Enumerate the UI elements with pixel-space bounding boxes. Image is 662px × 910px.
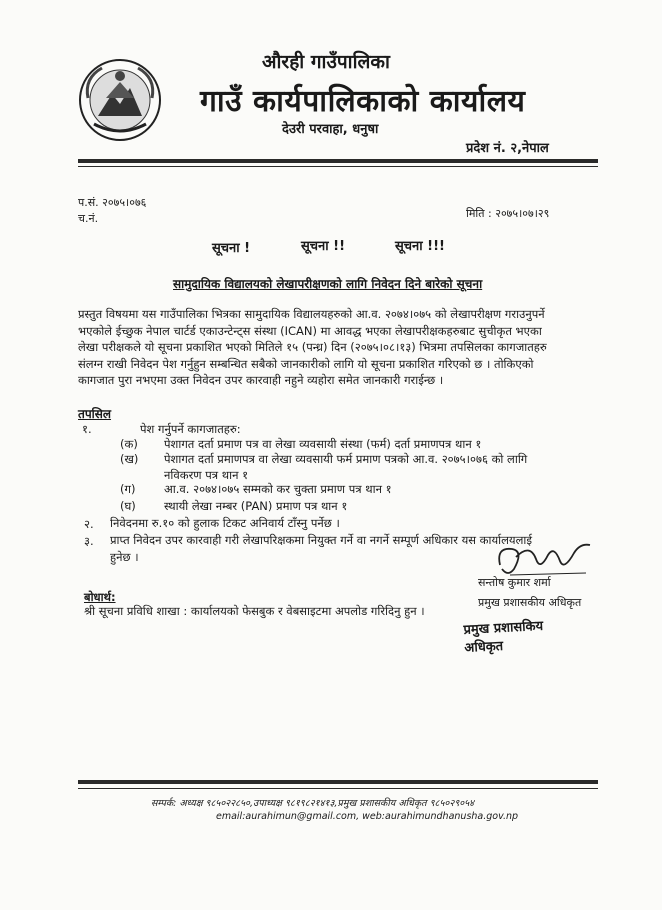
body-line: कागजात पुरा नभएमा उक्त निवेदन उपर कारवाही नहुने व्यहोरा समेत जानकारी गराईन्छ । <box>78 373 444 387</box>
item-text: पेश गर्नुपर्ने कागजातहरु: <box>140 422 241 436</box>
subitem-label: (क) <box>120 437 138 451</box>
item-number: ३. <box>84 534 94 548</box>
reference-number: प.सं. २०७५।०७६ <box>78 196 147 209</box>
subitem-text-continued: नविकरण पत्र थान १ <box>164 468 249 482</box>
footer-rule-thin <box>78 788 598 789</box>
item-text: प्राप्त निवेदन उपर कारवाही गरी लेखापरिक्षकमा नियुक्त गर्ने वा नगर्ने सम्पूर्ण अधिकार यस कार्यालयलाई <box>110 533 533 547</box>
item-number: १. <box>82 422 92 436</box>
subitem-text: स्थायी लेखा नम्बर (PAN) प्रमाण पत्र थान १ <box>164 499 348 513</box>
header-rule-thick <box>78 159 598 163</box>
signatory-name: सन्तोष कुमार शर्मा <box>478 576 551 589</box>
subitem-label: (ग) <box>120 482 136 496</box>
subitem-text: पेशागत दर्ता प्रमाण पत्र वा लेखा व्यवसायी संस्था (फर्म) दर्ता प्रमाणपत्र थान १ <box>164 437 482 451</box>
notice-heading-2: सूचना !! <box>301 239 346 254</box>
dispatch-number: च.नं. <box>78 212 99 225</box>
body-line: प्रस्तुत विषयमा यस गाउँपालिका भित्रका सामुदायिक विद्यालयहरुको आ.व. २०७४।०७५ को लेखापरीक्षण गराउनुपर्ने <box>78 307 545 321</box>
signatory-title: प्रमुख प्रशासकीय अधिकृत <box>478 596 582 609</box>
item-text: निवेदनमा रु.१० को हुलाक टिकट अनिवार्य टाँस्नु पर्नेछ । <box>110 516 340 530</box>
stamp-text: प्रमुख प्रशासकिय अधिकृत <box>463 618 544 656</box>
item-number: २. <box>84 517 94 531</box>
notice-subject: सामुदायिक विद्यालयको लेखापरीक्षणको लागि निवेदन दिने बारेको सूचना <box>173 277 483 291</box>
tapasil-heading: तपसिल <box>78 407 112 421</box>
footer-contact: सम्पर्क: अध्यक्ष ९८५०२२८५०,उपाध्यक्ष ९८१९८२१४१३,प्रमुख प्रशासकीय अधिकृत ९८५०२९०५४ <box>151 798 475 809</box>
municipality-name: औरही गाउँपालिका <box>262 51 390 73</box>
notice-heading-1: सूचना ! <box>212 241 251 256</box>
subitem-label: (ख) <box>120 452 139 466</box>
subitem-label: (घ) <box>120 499 136 513</box>
item-text-continued: हुनेछ । <box>110 550 139 564</box>
government-emblem-icon <box>78 58 162 142</box>
body-line: संलग्न राखी निवेदन पेश गर्नुहुन सम्बन्धित सबैको जानकारीको लागि यो सूचना प्रकाशित गरिएको छ । तोकिएको <box>78 356 534 371</box>
office-title: गाउँ कार्यपालिकाको कार्यालय <box>200 84 526 119</box>
subitem-text: पेशागत दर्ता प्रमाणपत्र वा लेखा व्यवसायी फर्म प्रमाण पत्रको आ.व. २०७५।०७६ को लागि <box>164 452 528 466</box>
province-label: प्रदेश नं. २,नेपाल <box>466 141 549 156</box>
official-stamp <box>463 618 579 656</box>
header-rule-thin <box>78 166 598 167</box>
notice-body <box>78 306 598 389</box>
document-date: मिति : २०७५।०७।२९ <box>466 207 550 220</box>
body-line: भएकोले ईच्छुक नेपाल चार्टर्ड एकाउन्टेन्ट्स संस्था (ICAN) मा आवद्ध भएका लेखापरीक्षकहरुबाट सुचीकृत भएका <box>78 323 542 338</box>
subitem-text: आ.व. २०७४।०७५ सम्मको कर चुक्ता प्रमाण पत्र थान १ <box>164 482 392 496</box>
cc-heading: बोधार्थ: <box>84 590 116 604</box>
body-line: लेखा परीक्षकले यो सूचना प्रकाशित भएको मितिले १५ (पन्ध्र) दिन (२०७५।०८।१३) भित्रमा तपसिलका कागजातहरु <box>78 340 547 354</box>
notice-heading-3: सूचना !!! <box>395 239 445 254</box>
footer-email-web: email:aurahimun@gmail.com, web:aurahimundhanusha.gov.np <box>216 811 519 822</box>
cc-text: श्री सूचना प्रविधि शाखा : कार्यालयको फेसबुक र वेबसाइटमा अपलोड गरिदिनु हुन । <box>84 604 425 618</box>
office-address: देउरी परवाहा, धनुषा <box>282 122 379 137</box>
footer-rule-thick <box>78 780 598 784</box>
